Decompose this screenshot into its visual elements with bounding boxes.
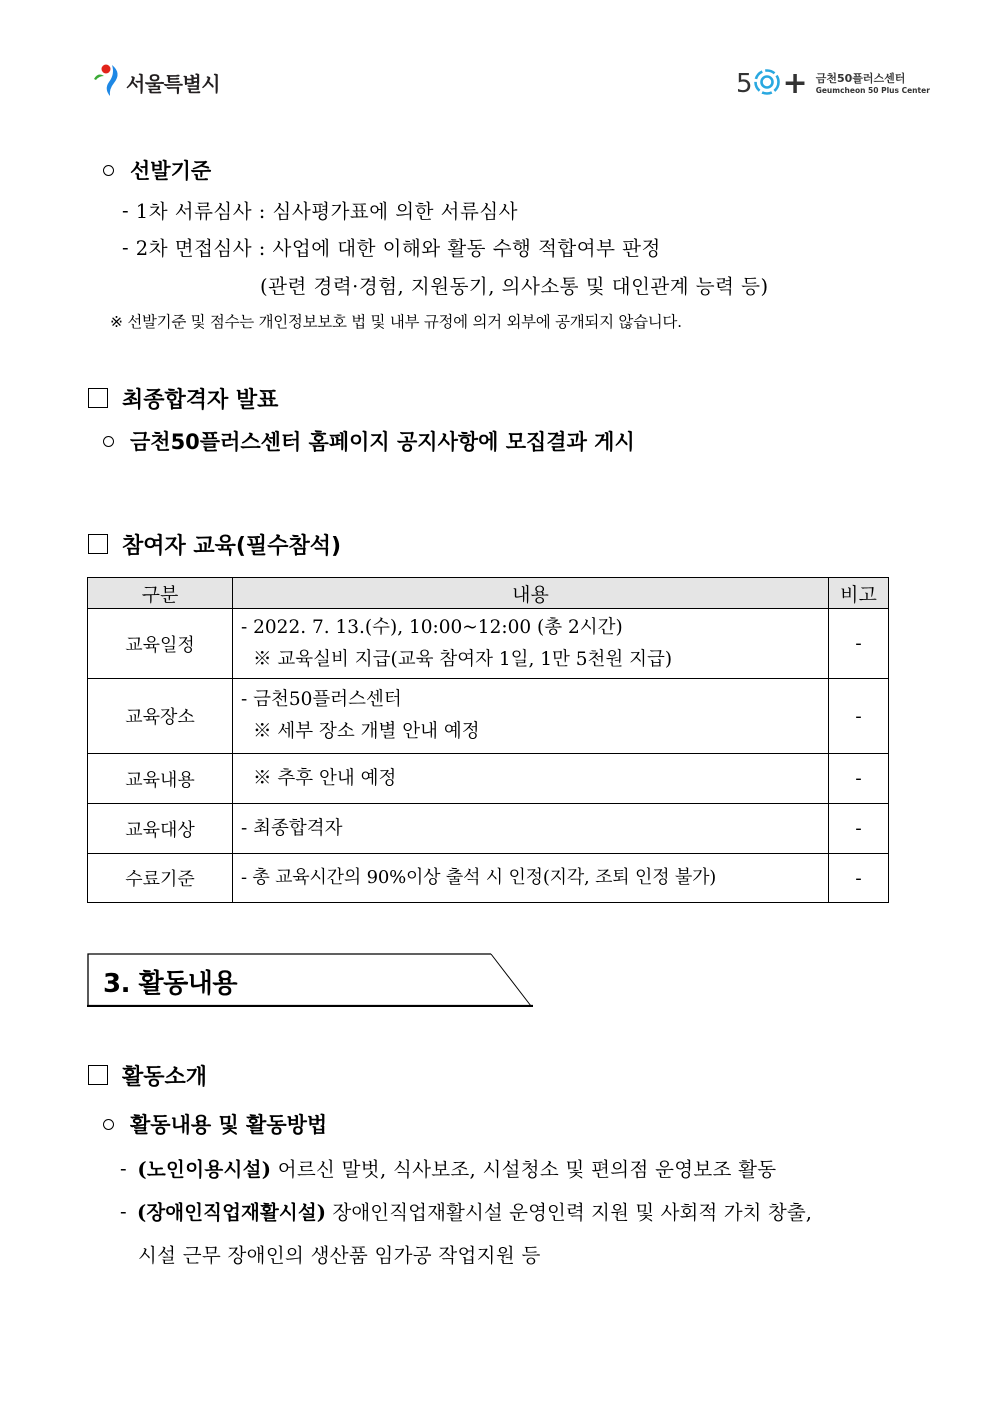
row-label: 수료기준 [88, 854, 233, 903]
row-note: - [829, 854, 889, 903]
header-note: 비고 [829, 578, 889, 609]
content-line: ※ 추후 안내 예정 [253, 767, 397, 789]
row-note: - [829, 754, 889, 804]
circle-bullet-icon [103, 436, 114, 447]
table-row [88, 609, 889, 679]
row-note: - [829, 679, 889, 754]
square-bullet-icon [88, 1065, 108, 1085]
dash: - [120, 1199, 127, 1223]
selection-heading [103, 156, 211, 184]
header-content: 내용 [233, 578, 829, 609]
selection-sub: (관련 경력·경험, 지원동기, 의사소통 및 대인관계 능력 등) [260, 275, 769, 298]
selection-item-1 [122, 196, 518, 224]
activity-title: 활동소개 [122, 1064, 208, 1090]
activity-heading [88, 1061, 207, 1089]
logo-number: 5 [736, 69, 753, 99]
activity-item-bold: (장애인직업재활시설) [137, 1201, 327, 1224]
selection-note: ※ 선발기준 및 점수는 개인정보보호 법 및 내부 규정에 의거 외부에 공개되지 않습니다. [110, 313, 682, 331]
header-category: 구분 [88, 578, 233, 609]
final-heading [88, 384, 278, 412]
content-line: - 2022. 7. 13.(수), 10:00~12:00 (총 2시간) [241, 616, 623, 638]
final-item [103, 427, 635, 455]
seoul-city-symbol-icon [92, 63, 122, 101]
geumcheon-50plus-logo [736, 66, 930, 102]
table-row [88, 804, 889, 854]
ring-icon [753, 68, 781, 100]
content-line: - 최종합격자 [241, 817, 343, 839]
row-content [233, 804, 829, 854]
selection-item-text: 2차 면접심사 : 사업에 대한 이해와 활동 수행 적합여부 판정 [135, 237, 661, 260]
final-title: 최종합격자 발표 [122, 387, 279, 413]
content-line: ※ 세부 장소 개별 안내 예정 [253, 721, 480, 742]
dash: - [120, 1156, 127, 1180]
seoul-logo [92, 64, 220, 100]
circle-bullet-icon [103, 165, 114, 176]
row-label: 교육대상 [88, 804, 233, 854]
content-line: ※ 교육실비 지급(교육 참여자 1일, 1만 5천원 지급) [253, 648, 673, 670]
table-row [88, 854, 889, 903]
row-content [233, 854, 829, 903]
education-heading [88, 530, 341, 558]
logo-name-en: Geumcheon 50 Plus Center [815, 86, 930, 95]
activity-subheading [103, 1110, 327, 1138]
logo-plus: + [782, 66, 808, 101]
row-note: - [829, 804, 889, 854]
row-label: 교육내용 [88, 754, 233, 804]
row-content [233, 609, 829, 679]
selection-title: 선발기준 [130, 159, 212, 183]
activity-item-bold: (노인이용시설) [137, 1158, 272, 1181]
row-note: - [829, 609, 889, 679]
section-3-title: 3. 활동내용 [103, 969, 237, 999]
dash: - [122, 235, 130, 259]
table-header-row [88, 578, 889, 609]
education-title: 참여자 교육(필수참석) [122, 533, 342, 559]
content-line: - 금천50플러스센터 [241, 689, 402, 710]
table-row [88, 754, 889, 804]
logo-name-kr: 금천50플러스센터 [815, 72, 906, 85]
activity-item-1 [120, 1154, 776, 1182]
square-bullet-icon [88, 388, 108, 408]
table-row [88, 679, 889, 754]
activity-subtitle: 활동내용 및 활동방법 [130, 1113, 328, 1137]
circle-bullet-icon [103, 1119, 114, 1130]
row-label: 교육장소 [88, 679, 233, 754]
seoul-logo-text: 서울특별시 [126, 71, 221, 96]
row-content [233, 754, 829, 804]
activity-item-2-cont: 시설 근무 장애인의 생산품 임가공 작업지원 등 [138, 1244, 541, 1267]
selection-item-2 [122, 233, 661, 261]
activity-item-text: 장애인직업재활시설 운영인력 지원 및 사회적 가치 창출, [326, 1201, 813, 1224]
education-table [87, 577, 889, 903]
row-content [233, 679, 829, 754]
square-bullet-icon [88, 534, 108, 554]
selection-item-text: 1차 서류심사 : 심사평가표에 의한 서류심사 [135, 200, 518, 223]
section-3-banner [87, 953, 533, 1007]
final-item-text: 금천50플러스센터 홈페이지 공지사항에 모집결과 게시 [130, 430, 635, 454]
content-line: - 총 교육시간의 90%이상 출석 시 인정(지각, 조퇴 인정 불가) [241, 867, 717, 888]
dash: - [122, 198, 130, 222]
activity-item-text: 어르신 말벗, 식사보조, 시설청소 및 편의점 운영보조 활동 [271, 1158, 777, 1181]
activity-item-2 [120, 1197, 812, 1225]
row-label: 교육일정 [88, 609, 233, 679]
